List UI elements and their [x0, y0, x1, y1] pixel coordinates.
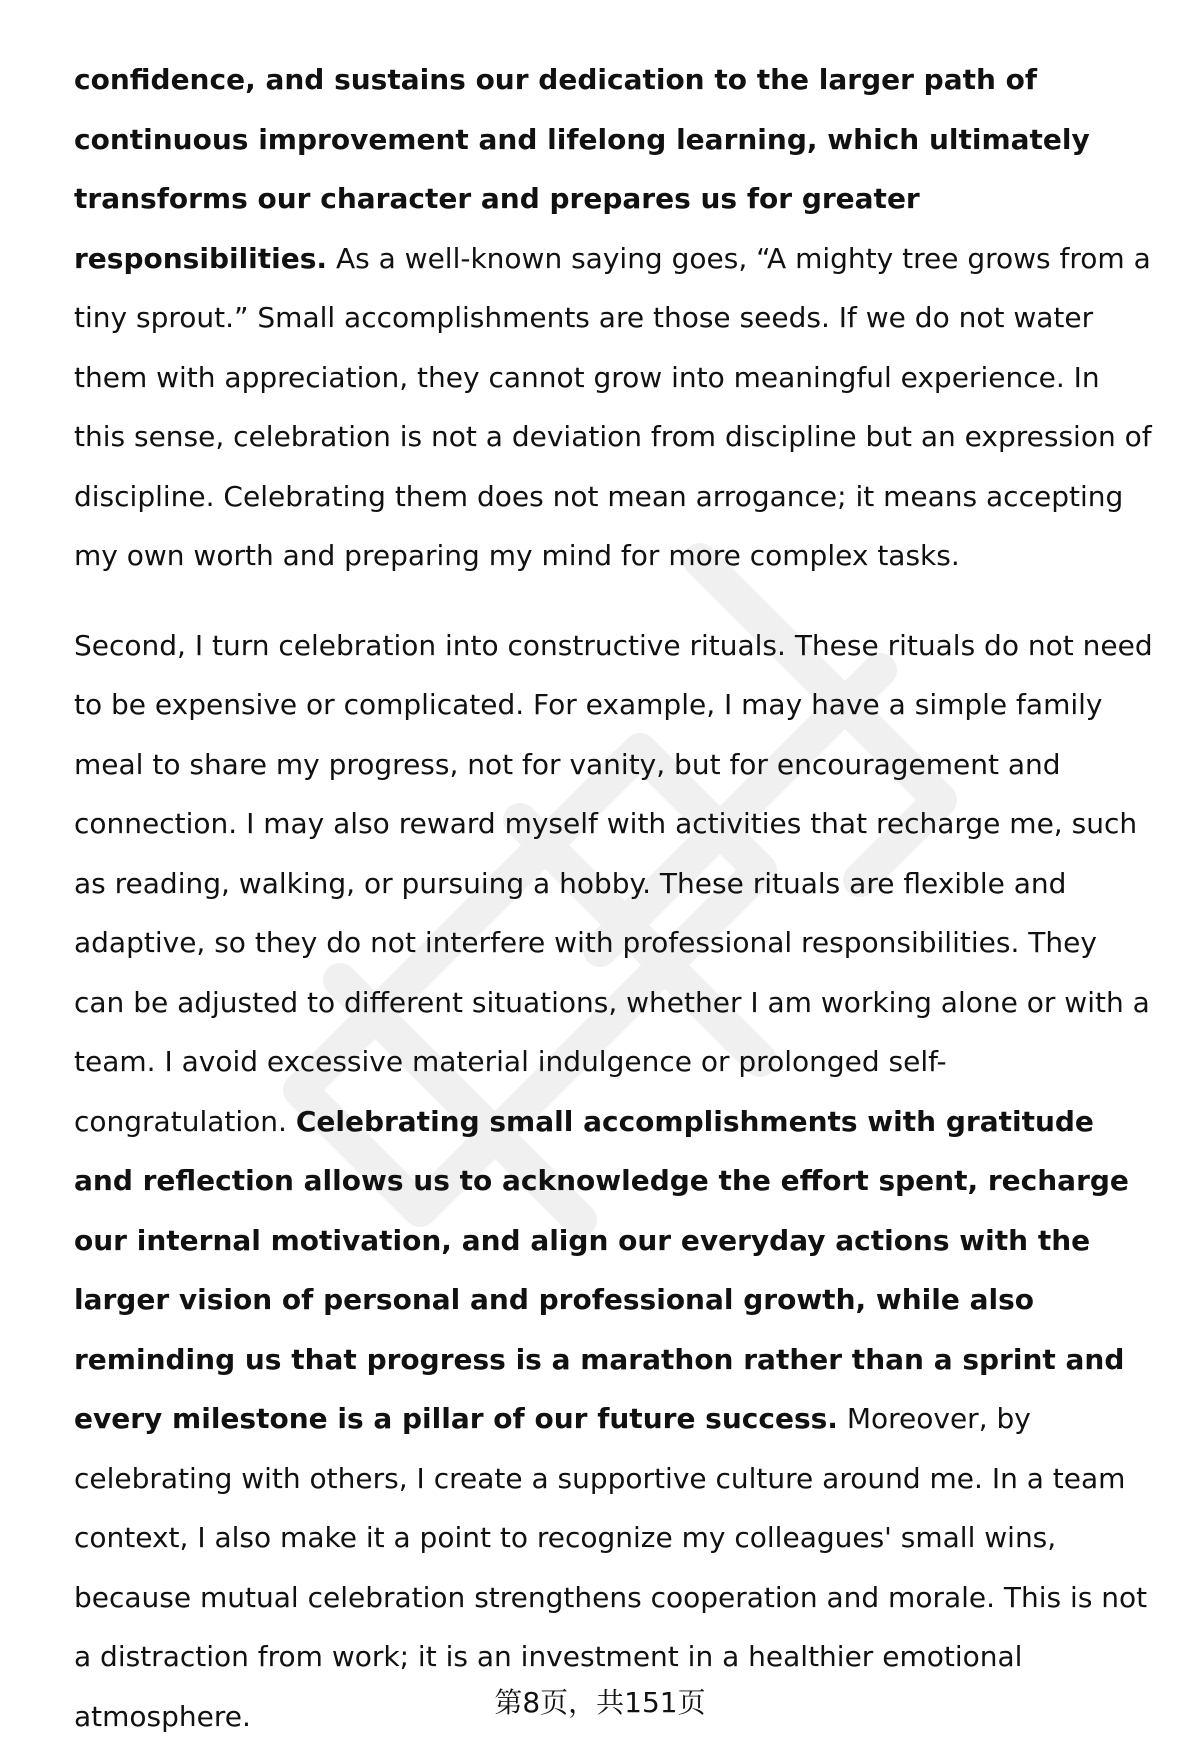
- paragraph-2-normal-run-2: Moreover, by celebrating with others, I create a supportive culture around me. In a team context, I also make it a point to recognize my colleagues' small wins, because mutual celebration strengthens cooperation and morale. This is not a distraction from work; it is an investment in a healthier emotional atmosphere.: [74, 1402, 1148, 1733]
- paragraph-1-normal-run: As a well-known saying goes, “A mighty tree grows from a tiny sprout.” Small accomplishments are those seeds. If we do not water them with appreciation, they cannot grow into meaningful experience. In this sense, celebration is not a deviation from discipline but an expression of discipline. Celebrating them does not mean arrogance; it means accepting my own worth and preparing my mind for more complex tasks.: [74, 241, 1152, 572]
- paragraph-2-bold-run: Celebrating small accomplishments with gratitude and reflection allows us to acknowledge the effort spent, recharge our internal motivation, and align our everyday actions with the larger vision of personal and professional growth, while also reminding us that progress is a marathon rather than a sprint and every milestone is a pillar of our future success.: [74, 1104, 1129, 1435]
- paragraph-1: [74, 50, 1154, 586]
- page-number-footer: 第8页，共151页: [494, 1686, 706, 1719]
- paragraph-2: [74, 616, 1154, 1747]
- document-body: [74, 50, 1154, 1746]
- paragraph-2-normal-run-1: Second, I turn celebration into constructive rituals. These rituals do not need to be expensive or complicated. For example, I may have a simple family meal to share my progress, not for vanity, but for encouragement and connection. I may also reward myself with activities that recharge me, such as reading, walking, or pursuing a hobby. These rituals are flexible and adaptive, so they do not interfere with professional responsibilities. They can be adjusted to different situations, whether I am working alone or with a team. I avoid excessive material indulgence or prolonged self-congratulation.: [74, 628, 1153, 1138]
- paragraph-1-bold-run: confidence, and sustains our dedication to the larger path of continuous improvement and lifelong learning, which ultimately transforms our character and prepares us for greater responsibilities.: [74, 63, 1090, 275]
